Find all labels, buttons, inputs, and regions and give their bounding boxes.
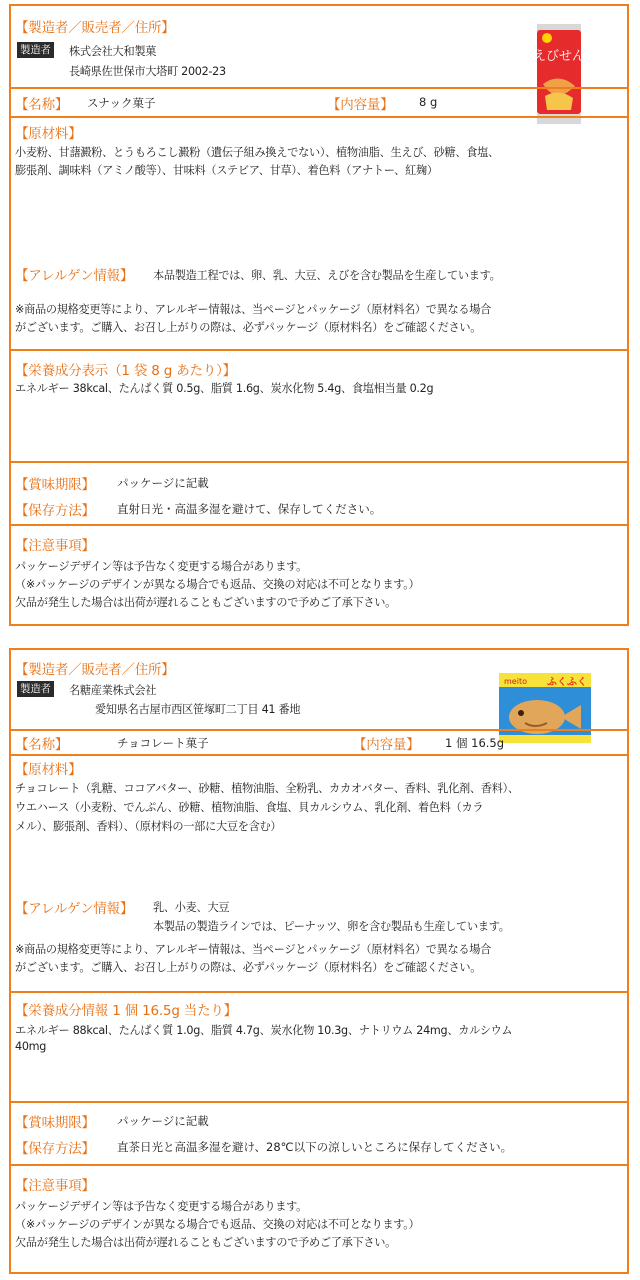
section-nutrition: [11, 991, 627, 1053]
expiry-heading: 【賞味期限】: [15, 1115, 95, 1131]
package-label: えびせん: [532, 49, 586, 64]
notice-heading: 【注意事項】: [15, 1178, 95, 1194]
manufacturer-heading: 【製造者／販売者／住所】: [15, 20, 175, 36]
section-ingredients: [11, 116, 627, 334]
name-heading: 【名称】: [15, 737, 69, 753]
nutrition-heading: 【栄養成分表示（1 袋 8 g あたり）】: [15, 363, 236, 379]
allergen-note-line-2: がございます。ご購入、お召し上がりの際は、必ずパッケージ（原材料名）をご確認ください。: [15, 321, 482, 334]
nutrition-text: エネルギー 38kcal、たんぱく質 0.5g、脂質 1.6g、炭水化物 5.4g、食塩相当量 0.2g: [15, 382, 434, 395]
nutrition-line-1: エネルギー 88kcal、たんぱく質 1.0g、脂質 4.7g、炭水化物 10.3g、ナトリウム 24mg、カルシウム: [15, 1024, 513, 1037]
section-name: [11, 729, 627, 753]
manufacturer-name: 株式会社大和製菓: [69, 45, 157, 58]
nutrition-heading: 【栄養成分情報 1 個 16.5g 当たり】: [15, 1003, 237, 1019]
name-heading: 【名称】: [15, 97, 69, 113]
ingredients-line-1: 小麦粉、甘藷澱粉、とうもろこし澱粉（遺伝子組み換えでない）、植物油脂、生えび、砂糖、食塩、: [15, 146, 499, 159]
ingredients-line-3: メル）、膨張剤、香料）、（原材料の一部に大豆を含む）: [15, 820, 282, 833]
expiry-value: パッケージに記載: [117, 476, 209, 490]
content-value: 1 個 16.5g: [445, 736, 505, 750]
content-heading: 【内容量】: [353, 737, 420, 753]
notice-line-2: （※パッケージのデザインが異なる場合でも返品、交換の対応は不可となります。）: [15, 578, 420, 591]
ingredients-line-2: ウエハース（小麦粉、でんぷん、砂糖、植物油脂、食塩、貝カルシウム、乳化剤、着色料（カラ: [15, 801, 484, 814]
manufacturer-name: 名糖産業株式会社: [69, 684, 157, 697]
storage-heading: 【保存方法】: [15, 503, 95, 519]
expiry-value: パッケージに記載: [117, 1114, 209, 1128]
manufacturer-heading: 【製造者／販売者／住所】: [15, 662, 175, 678]
expiry-heading: 【賞味期限】: [15, 477, 95, 493]
allergen-note-line-2: がございます。ご購入、お召し上がりの際は、必ずパッケージ（原材料名）をご確認ください。: [15, 961, 482, 974]
nutrition-line-2: 40mg: [15, 1040, 47, 1053]
section-notice: [11, 524, 627, 609]
allergen-text: 乳、小麦、大豆: [153, 901, 230, 914]
storage-value: 直射日光・高温多湿を避けて、保存してください。: [117, 502, 382, 516]
product-card-2: [9, 648, 629, 1274]
section-notice: [11, 1164, 627, 1249]
manufacturer-badge: 製造者: [17, 42, 54, 58]
notice-line-1: パッケージデザイン等は予告なく変更する場合があります。: [15, 560, 308, 573]
allergen-text: 本品製造工程では、卵、乳、大豆、えびを含む製品を生産しています。: [153, 269, 501, 282]
allergen-heading: 【アレルゲン情報】: [15, 901, 134, 917]
section-name: [11, 87, 627, 113]
allergen-text-2: 本製品の製造ラインでは、ピーナッツ、卵を含む製品も生産しています。: [153, 920, 510, 933]
product-package-image: [499, 673, 591, 743]
notice-heading: 【注意事項】: [15, 538, 95, 554]
name-value: チョコレート菓子: [117, 736, 209, 750]
package-brand: meito: [504, 677, 527, 686]
allergen-note-line-1: ※商品の規格変更等により、アレルギー情報は、当ページとパッケージ（原材料名）で異なる場合: [15, 303, 492, 316]
content-value: 8 g: [419, 95, 438, 109]
ingredients-heading: 【原材料】: [15, 126, 82, 142]
storage-value: 直茶日光と高温多湿を避け、28℃以下の涼しいところに保存してください。: [117, 1140, 513, 1154]
product-package-image: [532, 24, 586, 124]
section-ingredients: [11, 754, 627, 974]
notice-line-2: （※パッケージのデザインが異なる場合でも返品、交換の対応は不可となります。）: [15, 1218, 420, 1231]
ingredients-line-2: 膨張剤、調味料（アミノ酸等）、甘味料（ステビア、甘草）、着色料（アナトー、紅麹）: [15, 164, 438, 177]
storage-heading: 【保存方法】: [15, 1141, 95, 1157]
allergen-heading: 【アレルゲン情報】: [15, 268, 134, 284]
allergen-note-line-1: ※商品の規格変更等により、アレルギー情報は、当ページとパッケージ（原材料名）で異なる場合: [15, 943, 492, 956]
name-value: スナック菓子: [87, 96, 156, 110]
notice-line-3: 欠品が発生した場合は出荷が遅れることもございますので予めご了承下さい。: [15, 596, 397, 609]
content-heading: 【内容量】: [327, 97, 394, 113]
notice-line-3: 欠品が発生した場合は出荷が遅れることもございますので予めご了承下さい。: [15, 1236, 397, 1249]
ingredients-line-1: チョコレート（乳糖、ココアバター、砂糖、植物油脂、全粉乳、カカオバター、香料、乳化剤、香料）、: [15, 782, 519, 795]
section-expiry: [11, 1101, 627, 1157]
notice-line-1: パッケージデザイン等は予告なく変更する場合があります。: [15, 1200, 308, 1213]
section-expiry: [11, 461, 627, 519]
manufacturer-address: 愛知県名古屋市西区笹塚町二丁目 41 番地: [95, 703, 301, 716]
product-card-1: [9, 4, 629, 626]
package-label: ふくふく: [547, 677, 587, 688]
ingredients-heading: 【原材料】: [15, 762, 82, 778]
section-nutrition: [11, 349, 627, 395]
manufacturer-badge: 製造者: [17, 681, 54, 697]
manufacturer-address: 長崎県佐世保市大塔町 2002-23: [69, 65, 226, 78]
